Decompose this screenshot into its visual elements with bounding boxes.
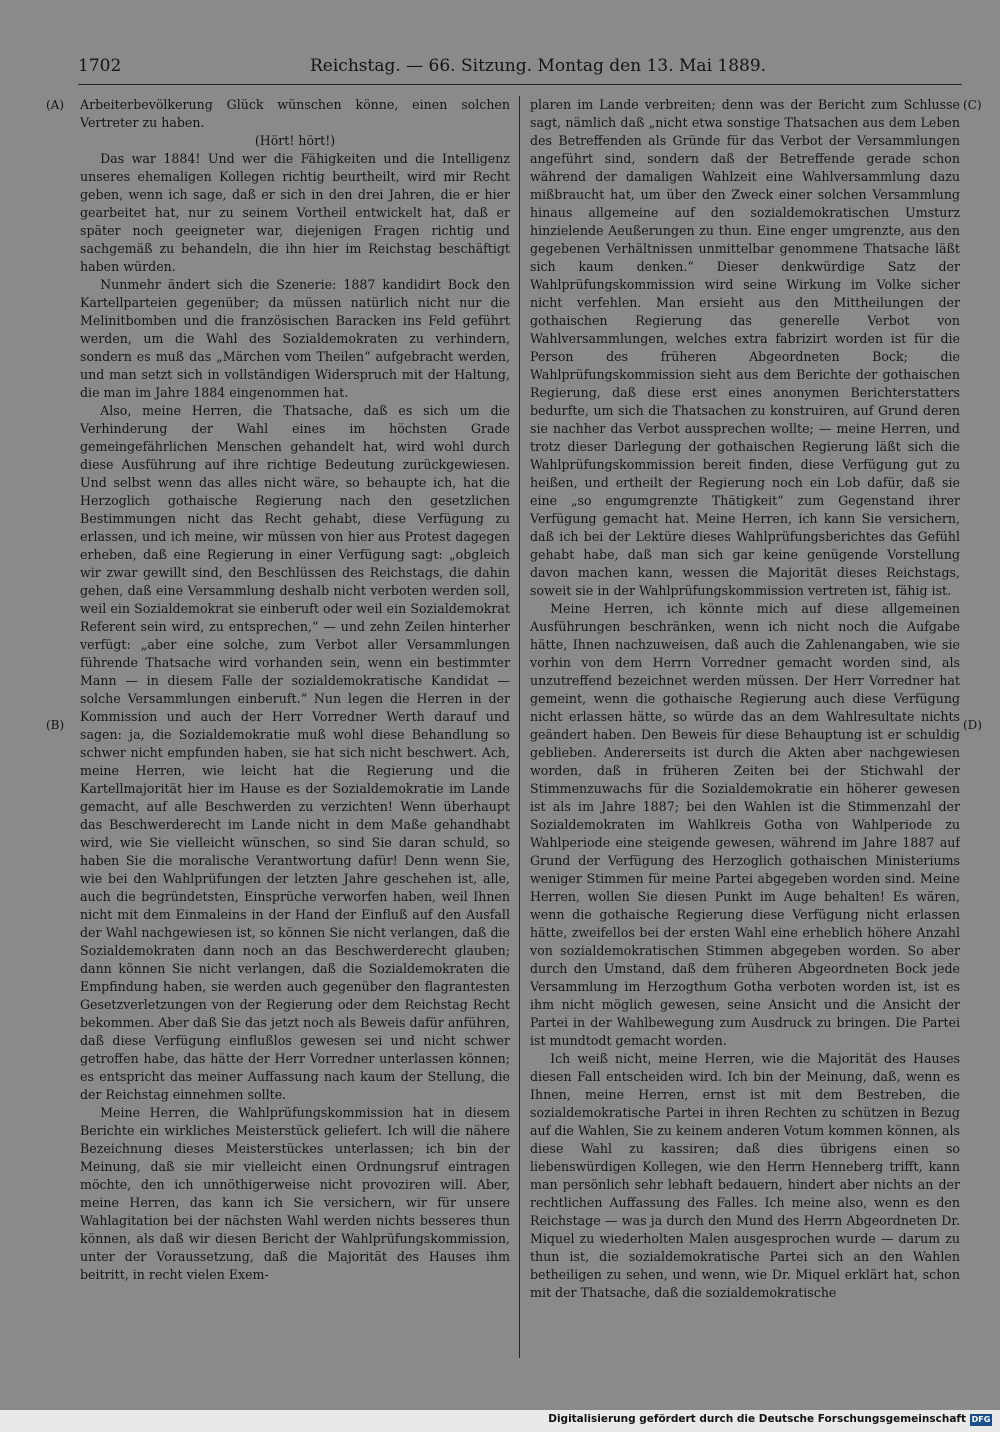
interjection: (Hört! hört!)	[254, 133, 336, 148]
margin-marker-c: (C)	[963, 98, 982, 112]
right-column	[530, 96, 960, 1358]
paragraph: Ich weiß nicht, meine Herren, wie die Majorität des Hauses diesen Fall entscheiden wird. Ich bin der Meinung, daß, wenn es Ihnen, meine Herren, ernst ist mit dem Bestreben, die sozialdemokratische Partei in ihren Rechten zu schützen in Bezug auf die Wahlen, Sie zu keinem anderen Votum kommen können, als diese Wahl zu kassiren; daß dies übrigens einen so liebenswürdigen Kollegen, wie den Herrn Henneberg trifft, kann man persönlich sehr lebhaft bedauern, hindert aber nichts an der rechtlichen Auffassung des Falles. Ich meine also, wenn es den Reichstage — was ja durch den Mund des Herrn Abgeordneten Dr. Miquel zu wiederholten Malen ausgesprochen wurde — darum zu thun ist, die sozialdemokratische Partei sich an den Wahlen betheiligen zu sehen, und wenn, wie Dr. Miquel erklärt hat, schon mit der Thatsache, daß die sozialdemokratische	[530, 1051, 960, 1300]
paragraph: Also, meine Herren, die Thatsache, daß es sich um die Verhinderung der Wahl eines im höchsten Grade gemeingefährlichen Menschen gehandelt hat, wird wohl durch diese Ausführung auf ihre richtige Bedeutung zurückgewiesen. Und selbst wenn das alles nicht wäre, so behaupte ich, hat die Herzoglich gothaische Regierung nach den gesetzlichen Bestimmungen nicht das Recht gehabt, diese Verfügung zu erlassen, und ich meine, wir müssen von hier aus Protest dagegen erheben, daß eine Regierung in einer Verfügung sagt: „obgleich wir zwar gewillt sind, den Beschlüssen des Reichstags, die dahin gehen, daß eine Versammlung deshalb nicht verboten werden soll, weil ein Sozialdemokrat sie einberuft oder weil ein Sozialdemokrat Referent sein wird, zu entsprechen,“ — und zehn Zeilen hinterher verfügt: „aber eine solche, zum Verbot aller Versammlungen führende Thatsache wird vorhanden sein, wenn ein bestimmter Mann — in diesem Falle der sozialdemokratische Kandidat — solche Versammlungen einberuft.“ Nun legen die Herren in der Kommission und auch der Herr Vorredner Werth darauf und sagen: ja, die Sozialdemokratie muß wohl diese Behandlung so schwer nicht empfunden haben, sie hat sich nicht beschwert. Ach, meine Herren, wie leicht hat die Regierung und die Kartellmajorität hier im Hause es der Sozialdemokratie im Lande gemacht, auf alle Beschwerden zu verzichten! Wenn überhaupt das Beschwerderecht im Lande nicht in dem Maße gehandhabt wird, wie Sie vielleicht wünschen, so sind Sie daran schuld, so haben Sie die moralische Verantwortung dafür! Denn wenn Sie, wie bei den Wahlprüfungen der letzten Jahre geschehen ist, alle, auch die begründetsten, Einsprüche verworfen haben, weil Ihnen nicht mit dem Einmaleins in der Hand der Einfluß auf den Ausfall der Wahl nachgewiesen ist, so können Sie nicht verlangen, daß die Sozialdemokraten dann noch an das Beschwerderecht glauben; dann können Sie nicht verlangen, daß die Sozialdemokraten die Empfindung haben, sie werden auch gegenüber den flagrantesten Gesetzverletzungen von der Regierung oder dem Reichstag Recht bekommen. Aber daß Sie das jetzt noch als Beweis dafür anführen, daß diese Verfügung einflußlos gewesen sei und nicht schwer getroffen habe, das hätte der Herr Vorredner unterlassen können; es entspricht das meiner Auffassung nach kaum der Stellung, die der Reichstag einnehmen sollte.	[80, 403, 510, 1102]
paragraph: Das war 1884! Und wer die Fähigkeiten und die Intelligenz unseres ehemaligen Kollegen richtig beurtheilt, wird mir Recht geben, wenn ich sage, daß er sich in den drei Jahren, die er hier gearbeitet hat, nur zu seinem Vortheil entwickelt hat, daß er später noch geeigneter war, diejenigen Fragen richtig und sachgemäß zu behandeln, die ihn hier im Reichstag beschäftigt haben würden.	[80, 151, 510, 274]
dfg-logo-icon: DFG	[971, 1415, 991, 1424]
column-divider	[519, 96, 520, 1358]
footer-credit: Digitalisierung gefördert durch die Deutsche Forschungsgemeinschaft	[548, 1413, 966, 1425]
paragraph: Meine Herren, die Wahlprüfungskommission hat in diesem Berichte ein wirkliches Meisterstück geliefert. Ich will die nähere Bezeichnung dieses Meisterstückes unterlassen; ich bin der Meinung, daß sie mir vielleicht einen Ordnungsruf eintragen möchte, den ich unnöthigerweise nicht provoziren will. Aber, meine Herren, das kann ich Sie versichern, wir für unsere Wahlagitation bei der nächsten Wahl werden nichts besseres thun können, als daß wir diesen Bericht der Wahlprüfungskommission, unter der Voraussetzung, daß die Majorität des Hauses ihm beitritt, in recht vielen Exem-	[80, 1105, 510, 1282]
margin-marker-d: (D)	[963, 718, 982, 732]
paragraph: plaren im Lande verbreiten; denn was der Bericht zum Schlusse sagt, nämlich daß „nicht etwa sonstige Thatsachen aus dem Leben des Betreffenden als Gründe für das Verbot der Versammlungen angeführt sind, sondern daß der Betreffende gerade schon während der damaligen Wahlzeit eine Wahlversammlung dazu mißbraucht hat, um über den Zweck einer solchen Versammlung hinaus allgemeine auf den sozialdemokratischen Umsturz hinzielende Aeußerungen zu thun. Eine enger umgrenzte, aus den gegebenen Verhältnissen unmittelbar genommene Thatsache läßt sich kaum denken.“ Dieser denkwürdige Satz der Wahlprüfungskommission wird seine Wirkung im Volke sicher nicht verfehlen. Man ersieht aus den Mittheilungen der gothaischen Regierung das generelle Verbot von Wahlversammlungen, welches extra fabrizirt worden ist für die Person des früheren Abgeordneten Bock; die Wahlprüfungskommission sieht aus dem Berichte der gothaischen Regierung, daß diese erst eines anonymen Berichterstatters bedurfte, um sich die Thatsachen zu konstruiren, auf Grund deren sie nachher das Verbot aussprechen wollte; — meine Herren, und trotz dieser Darlegung der gothaischen Regierung läßt sich die Wahlprüfungskommission bereit finden, diese Verfügung gut zu heißen, und ertheilt der Regierung noch ein Lob dafür, daß sie eine „so engumgrenzte Thätigkeit“ zum Gegenstand ihrer Verfügung gemacht hat. Meine Herren, ich kann Sie versichern, daß ich bei der Lektüre dieses Wahlprüfungsberichtes das Gefühl gehabt habe, daß man sich gar keine genügende Vorstellung davon machen kann, wessen die Majorität dieses Reichstags, soweit sie in der Wahlprüfungskommission vertreten ist, fähig ist.	[530, 97, 960, 598]
left-column	[80, 96, 510, 1358]
paragraph: Arbeiterbevölkerung Glück wünschen könne, einen solchen Vertreter zu haben.	[80, 97, 510, 130]
margin-marker-b: (B)	[46, 718, 65, 732]
paragraph: Meine Herren, ich könnte mich auf diese allgemeinen Ausführungen beschränken, wenn ich nicht noch die Aufgabe hätte, Ihnen nachzuweisen, daß auch die Zahlenangaben, wie sie vorhin von dem Herrn Vorredner gemacht worden sind, als unzutreffend bezeichnet werden müssen. Der Herr Vorredner hat gemeint, wenn die gothaische Regierung auch diese Verfügung nicht erlassen hätte, so würde das an dem Wahlresultate nichts geändert haben. Den Beweis für diese Behauptung ist er schuldig geblieben. Andererseits ist durch die Akten aber nachgewiesen worden, daß in früheren Zeiten bei der Stichwahl der Stimmenzuwachs für die Sozialdemokratie ein höherer gewesen ist als im Jahre 1887; bei den Wahlen ist die Stimmenzahl der Sozialdemokraten im Wahlkreis Gotha von Wahlperiode zu Wahlperiode eine steigende gewesen, während im Jahre 1887 auf Grund der Verfügung des Herzoglich gothaischen Ministeriums weniger Stimmen für meine Partei abgegeben worden sind. Meine Herren, wollen Sie diesen Punkt im Auge behalten! Es wären, wenn die gothaische Regierung diese Verfügung nicht erlassen hätte, zweifellos bei der ersten Wahl eine erheblich höhere Anzahl von sozialdemokratischen Stimmen abgegeben worden. So aber durch den Umstand, daß dem früheren Abgeordneten Bock jede Versammlung im Herzogthum Gotha verboten worden ist, ist es ihm nicht möglich gewesen, seine Ansicht und die Ansicht der Partei in der Wahlbewegung zum Ausdruck zu bringen. Die Partei ist mundtodt gemacht worden.	[530, 601, 960, 1048]
page-number: 1702	[78, 56, 122, 76]
page-header	[78, 56, 962, 85]
margin-marker-a: (A)	[46, 98, 65, 112]
paragraph: Nunmehr ändert sich die Szenerie: 1887 kandidirt Bock den Kartellparteien gegenüber; da müssen natürlich nicht nur die Melinitbomben und die französischen Baracken ins Feld geführt werden, um die Wahl des Sozialdemokraten zu verhindern, sondern es muß das „Märchen vom Theilen“ aufgebracht werden, und man setzt sich in vollständigen Widerspruch mit der Haltung, die man im Jahre 1884 eingenommen hat.	[80, 277, 510, 400]
page-title: Reichstag. — 66. Sitzung. Montag den 13. Mai 1889.	[310, 56, 767, 76]
